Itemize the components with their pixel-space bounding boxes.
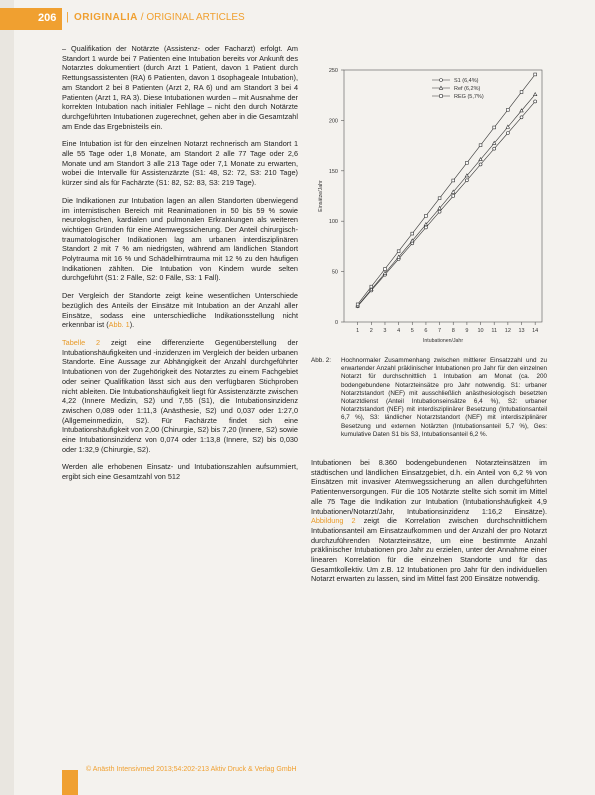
x-tick-label: 10 [477, 328, 484, 334]
data-point [493, 147, 496, 150]
data-point [356, 303, 359, 306]
data-point [452, 179, 455, 182]
x-tick-label: 1 [356, 328, 360, 334]
data-point [411, 232, 414, 235]
y-tick-label: 200 [328, 118, 338, 125]
y-axis-label: Einsätze/Jahr [318, 180, 324, 212]
data-point [452, 195, 455, 198]
legend-label: S1 (6,4%) [454, 78, 479, 84]
x-tick-label: 6 [424, 328, 428, 334]
data-point [479, 144, 482, 147]
paragraph: Die Indikationen zur Intubation lagen an allen Standorten überwiegend im internistischen Bereich mit Reanimationen in 50 bis 59 % sowie neurologischen, kardialen und pulmonalen Erkrankungen als weiteren wichtigen Gründen für eine Atemwegssicherung. Der Anteil chirurgisch-traumatologischer Indikationen lag am urbanen interdisziplinären Standort 2 mit 7 % am niedrigsten, während am ländlichen Standort Polytrauma mit 16 % und Schädelhirntrauma mit 12 % zu den häufigen Indikationen zählten. Die Intubation von Kindern wurde selten durchgeführt (S1: 2 Fälle, S2: 0 Fälle, S3: 1 Fall). [62, 195, 298, 283]
x-tick-label: 11 [491, 328, 498, 334]
x-tick-label: 14 [532, 328, 539, 334]
line-chart-svg [310, 62, 550, 352]
x-axis-label: Intubationen/Jahr [422, 338, 464, 344]
paragraph [62, 338, 298, 454]
paragraph: Werden alle erhobenen Einsatz- und Intubationszahlen aufsummiert, ergibt sich eine Gesamtzahl von 512 [62, 462, 298, 482]
left-column [62, 44, 298, 490]
section-title [74, 12, 245, 23]
paragraph-text: zeigt die Korrelation zwischen durchschnittlichem Intubationsanteil am Einsatzaufkommen und der Anzahl der pro Notarzt durchzuführenden Notarzteinsätze, um eine bestimmte Anzahl präklinischer Intubationen pro Jahr zu erzielen, unter der Annahme einer linearen Korrelation für die einzelnen Standorte und für das Gesamtkollektiv. Um z.B. 12 Intubationen pro Jahr für den individuellen Notarzt erwarten zu lassen, sind im Mittel fast 200 Einsätze notwendig. [311, 516, 548, 584]
legend-label: Ref (6,2%) [454, 86, 481, 92]
legend-marker [439, 86, 442, 89]
x-tick-label: 9 [465, 328, 469, 334]
y-tick-label: 50 [331, 269, 338, 276]
x-tick-label: 7 [438, 328, 442, 334]
x-tick-label: 3 [383, 328, 387, 334]
data-point [493, 126, 496, 129]
data-point [438, 197, 441, 200]
paragraph-text: Intubationen bei 8.360 bodengebundenen Notarzteinsätzen im städtischen und ländlichen Einsatzgebiet, d.h. ein Anteil von 6,2 % von Einsätzen mit invasiver Atemwegssicherung an allen durchgeführten Patientenversorgungen. Für die 105 Notärzte stellte sich somit im Mittel alle 75 Tage die Indikation zur Intubation (Intubationshäufigkeit 4,9 Intubationen/Notarzt/Jahr, Intubationsinzidenz 1:16,2 Einsätze). [311, 458, 547, 516]
x-tick-label: 4 [397, 328, 401, 334]
page-header [0, 8, 595, 30]
x-tick-label: 13 [518, 328, 525, 334]
data-point [465, 161, 468, 164]
x-tick-label: 12 [504, 328, 511, 334]
y-tick-label: 250 [328, 68, 338, 74]
data-point [397, 250, 400, 253]
data-point [520, 116, 523, 119]
data-point [479, 163, 482, 166]
data-point [438, 210, 441, 213]
figure-2-chart [310, 62, 550, 352]
x-tick-label: 5 [410, 328, 414, 334]
paragraph [62, 291, 298, 330]
page-footer: © Anästh Intensivmed 2013;54:202-213 Aktiv Druck & Verlag GmbH [86, 766, 297, 773]
y-tick-label: 150 [328, 168, 338, 175]
paragraph-text: Der Vergleich der Standorte zeigt keine wesentlichen Unterschiede bezüglich des Anteils der Einsätze mit Intubation an der Anzahl aller Einsätze, sodass eine unterschiedliche Indikationsstellung nicht erkennbar ist ( [62, 291, 298, 330]
legend-marker [440, 79, 443, 82]
y-tick-label: 0 [334, 320, 338, 326]
legend-label: REG (5,7%) [454, 94, 484, 100]
footer-accent-bar [62, 770, 78, 795]
paragraph: – Qualifikation der Notärzte (Assistenz- oder Facharzt) erfolgt. Am Standort 1 wurde bei 7 Patienten eine Intubation bereits vor Ankunft des Notarztes dokumentiert (durch Arzt 1 Patient, davon 1 Patient durch Rettungsassistenten (RA) 6 Patienten, davon 1 ösophageale Intubation), am Standort 2 bei 8 Patienten (Arzt 2, RA 6) und am Standort 3 bei 4 Patienten (Arzt 1, RA 3). Diese Intubationen wurden – mit Ausnahme der korrekten Intubation nach initialer Fehllage – nicht den durch Notärzte durchgeführten Intubationen zugerechnet, gehen aber in die Gesamtzahl am Ende das Ergebnisteils ein. [62, 44, 298, 131]
x-tick-label: 2 [369, 328, 373, 334]
x-tick-label: 8 [451, 328, 455, 334]
data-point [384, 268, 387, 271]
right-column [311, 458, 547, 592]
paragraph-text: zeigt eine differenzierte Gegenüberstellung der Intubationshäufigkeiten und -inzidenzen im Vergleich der beiden urbanen Standorte. Eine Aussage zur Abhängigkeit der Anzahl durchgeführter Intubationen von der Zugehörigkeit des Notarztes zu einem Fachgebiet oder seiner Qualifikation lässt sich aus den verfügbaren Stichproben nicht ableiten. Die Intubationshäufigkeit liegt für Assistenzärzte zwischen 4,22 (Innere Medizin, S2) und 7,55 (S1), die Intubationsinzidenz zwischen 0,089 oder 1:11,3 (Anästhesie, S2) und 0,037 oder 1:27,0 (Allgemeinmedizin, S2). Für Fachärzte findet sich eine Intubationshäufigkeit von 2,00 (Chirurgie, S2) bis 7,20 (Innere, S2) sowie eine Intubationsinzidenz von 0,074 oder 1:13,8 (Innere, S2) bis 0,030 oder 1:32,9 (Chirurgie, S2). [62, 337, 298, 454]
data-point [506, 108, 509, 111]
paragraph [311, 458, 547, 584]
figure-reference-link[interactable]: Abb. 1 [108, 320, 130, 330]
data-point [465, 179, 468, 182]
figure-caption-text: Hochnormaler Zusammenhang zwischen mittlerer Einsatzzahl und zu erwartender Anzahl präklinischer Intubationen pro Jahr für den einzelnen Notarzt für durchschnittlich 1 Intubation am Monat (ca. 200 bodengebundene Notarzteinsätze pro Jahr notwendig. S1: urbaner Notarztstandort (NEF) mit ausschließlich anästhesiologisch besetzten Notarztdienst (Anteil Intubationseinsätze 6,4 %), S2: urbaner Notarztstandort (NEF) mit interdisziplinärer Besetzung (Intubationsanteil 6,7 %), S3: ländlicher Notarztstandort (NEF) mit interdisziplinärer Besetzung und externen Notärzten (Intubationsanteil 5,7 %), Ges: kumulative Daten S1 bis S3, Intubationsanteil 6,2 %. [341, 357, 547, 438]
plot-frame [344, 70, 542, 322]
data-point [425, 214, 428, 217]
data-point [520, 91, 523, 94]
page-edge-shadow [0, 0, 14, 795]
data-point [533, 93, 536, 96]
data-point [534, 73, 537, 76]
section-subtitle: / ORIGINAL ARTICLES [140, 12, 245, 23]
data-point [534, 100, 537, 103]
legend-marker [440, 95, 443, 98]
paragraph: Eine Intubation ist für den einzelnen Notarzt rechnerisch am Standort 1 alle 55 Tage oder 1,8 Monate, am Standort 2 alle 77 Tage oder 2,6 Monate und am Standort 3 alle 213 Tage oder 7,1 Monate zu erwarten, wobei die Intervalle für Assistenzärzte (S1: 48, S2: 72, S3: 210 Tage) kürzer sind als für Fachärzte (S1: 82, S2: 83, S3: 219 Tage). [62, 139, 298, 188]
page-number: 206 [38, 12, 57, 24]
figure-reference-link[interactable]: Abbildung 2 [311, 516, 356, 526]
data-point [424, 226, 427, 229]
table-reference-link[interactable]: Tabelle 2 [62, 337, 101, 347]
header-separator: | [66, 11, 69, 23]
data-point [370, 285, 373, 288]
figure-label: Abb. 2: [311, 357, 331, 364]
section-title-main: ORIGINALIA [74, 12, 138, 23]
paragraph-text: ). [129, 320, 135, 330]
y-tick-label: 100 [328, 219, 338, 226]
data-point [506, 132, 509, 135]
